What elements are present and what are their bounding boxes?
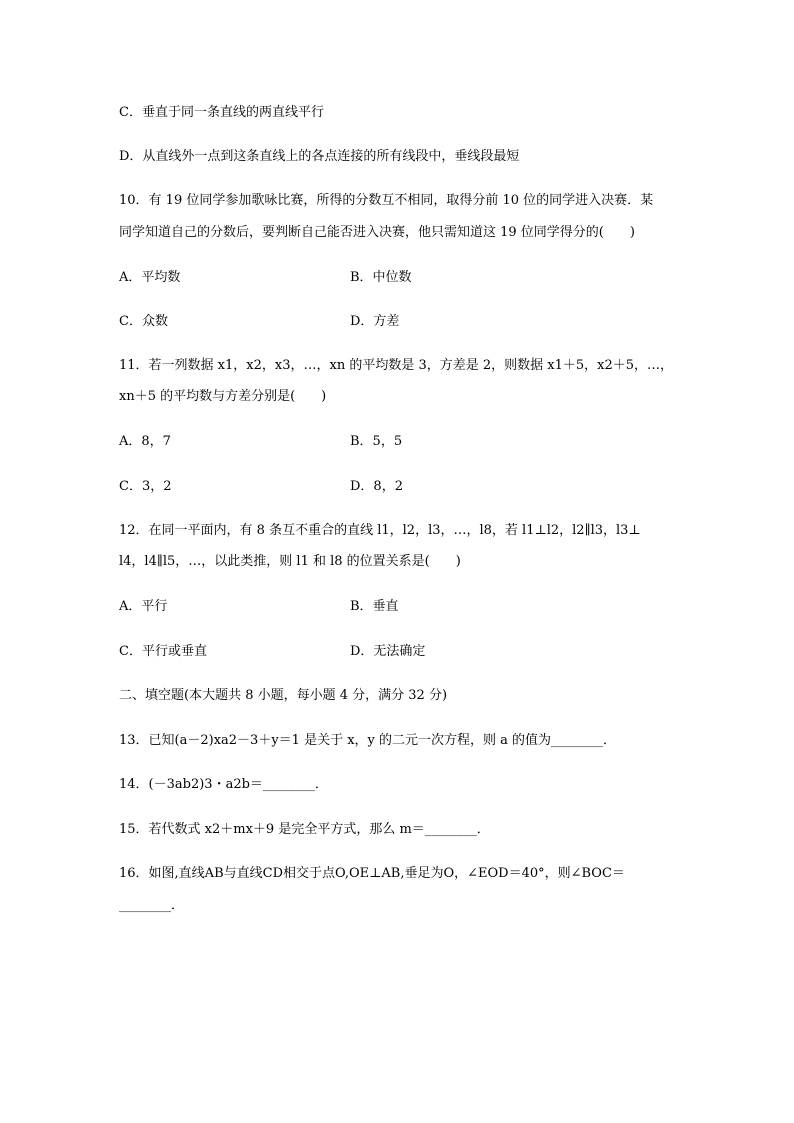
q9-option-d: D．从直线外一点到这条直线上的各点连接的所有线段中，垂线段最短: [119, 149, 520, 164]
q16-stem-line1: 16．如图,直线AB与直线CD相交于点O,OE⊥AB,垂足为O，∠EOD＝40°，则∠BOC＝: [119, 866, 625, 881]
q12-stem-line1: 12．在同一平面内，有 8 条互不重合的直线 l1，l2，l3，…，l8，若 l1⊥l2，l2∥l3，l3⊥: [119, 523, 641, 538]
q10-stem-line1: 10．有 19 位同学参加歌咏比赛，所得的分数互不相同，取得分前 10 位的同学进入决赛．某: [119, 193, 654, 208]
q11-stem-line2: xn＋5 的平均数与方差分别是( ): [119, 389, 327, 404]
q12-option-b: B．垂直: [350, 599, 399, 614]
q16-stem-line2: ________．: [119, 898, 185, 913]
q13-stem: 13．已知(a－2)xa2－3＋y＝1 是关于 x，y 的二元一次方程，则 a 的值为________．: [119, 733, 617, 748]
q10-option-d: D．方差: [350, 314, 400, 329]
q10-option-a: A．平均数: [119, 270, 181, 285]
q10-stem-line2: 同学知道自己的分数后，要判断自己能否进入决赛，他只需知道这 19 位同学得分的( ): [119, 225, 635, 240]
q15-stem: 15．若代数式 x2＋mx＋9 是完全平方式，那么 m＝________．: [119, 822, 490, 837]
q14-stem: 14．(－3ab2)3・a2b＝________．: [119, 777, 328, 792]
q10-option-b: B．中位数: [350, 270, 412, 285]
q10-option-c: C．众数: [119, 314, 168, 329]
q11-option-d: D．8，2: [350, 479, 403, 494]
q12-option-a: A．平行: [119, 599, 168, 614]
q11-option-c: C．3，2: [119, 479, 172, 494]
q12-stem-line2: l4，l4∥l5，…，以此类推，则 l1 和 l8 的位置关系是( ): [119, 554, 461, 569]
q12-option-c: C．平行或垂直: [119, 644, 207, 659]
q12-option-d: D．无法确定: [350, 644, 426, 659]
section-heading-fill-in: 二、填空题(本大题共 8 小题，每小题 4 分，满分 32 分): [119, 688, 448, 703]
q11-stem-line1: 11．若一列数据 x1，x2，x3，…，xn 的平均数是 3，方差是 2，则数据 x1＋5，x2＋5，…，: [119, 358, 674, 373]
q11-option-b: B．5，5: [350, 434, 403, 449]
q9-option-c: C．垂直于同一条直线的两直线平行: [119, 105, 324, 120]
q11-option-a: A．8，7: [119, 434, 171, 449]
